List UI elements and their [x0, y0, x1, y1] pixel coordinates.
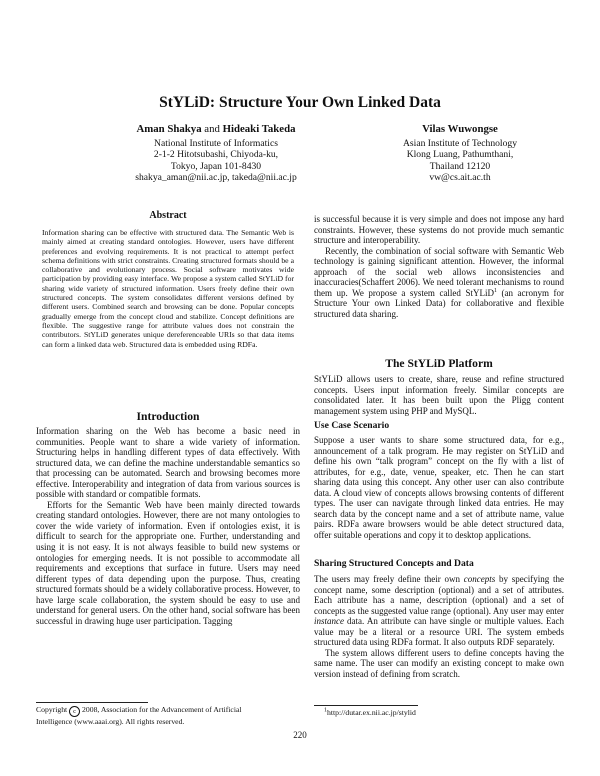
paragraph: StYLiD allows users to create, share, reuse and refine structured concepts. Users input information freely. Similar concepts are consolidated later. It has been built upon the Pligg content management system using PHP and MySQL.	[314, 374, 564, 416]
author-block-left	[66, 124, 366, 184]
sharing-body	[314, 574, 564, 679]
platform-heading: The StYLiD Platform	[385, 357, 493, 370]
paragraph: Recently, the combination of social software with Semantic Web technology is gaining significant attention. However, the informal approach of the social web allows inconsistencies and inaccuracies(Schaffert 2006). We need tolerant mechanisms to round them up. We propose a system called StYLiD$^1$ (an acronym for Structure Your own Linked Data) for collaborative and flexible structured data sharing.	[314, 245, 564, 319]
sharing-heading: Sharing Structured Concepts and Data	[314, 558, 474, 569]
author-email: vw@cs.ait.ac.th	[429, 172, 491, 184]
introduction-body	[36, 426, 300, 626]
address-line: Tokyo, Japan 101-8430	[170, 160, 262, 172]
author-name: Vilas Wuwongse	[422, 123, 498, 135]
page-number: 220	[293, 730, 307, 740]
footnote-url: http://dutar.ex.nii.ac.jp/stylid	[327, 708, 416, 717]
affiliation: National Institute of Informatics	[154, 137, 278, 149]
author-email: shakya_aman@nii.ac.jp, takeda@nii.ac.jp	[135, 172, 297, 184]
paragraph: The users may freely define their own concepts by specifying the concept name, some description (optional) and a set of attributes. Each attribute has a name, description (optional) and a set of concepts as the suggested value range (optional). Any user may enter instance data. An attribute can have single or multiple values. Each value may be a literal or a resource URI. The system embeds structured data using RDFa format. It also outputs RDF separately.	[314, 574, 564, 648]
footnote-rule	[36, 702, 148, 703]
author-block-right	[330, 124, 590, 184]
right-column-intro	[314, 214, 564, 319]
paragraph: Information sharing on the Web has become a basic need in communities. People want to share a wide variety of information. Structuring helps in handling different types of data effectively. With structured data, we can define the machine understandable semantics so that processing can be automated. Search and browsing becomes more effective. Interoperability and integration of data from various sources is possible with standard or compatible formats.	[36, 426, 300, 500]
platform-body	[314, 374, 564, 416]
author-name: Aman Shakya	[136, 123, 202, 135]
abstract-text: Information sharing can be effective with structured data. The Semantic Web is mainly aimed at creating standard ontologies. However, users have different preferences and evolving requirements. It is not practical to attempt perfect schema definitions with strict constraints. Creating structured formats should be a collaborative and evolutionary process. Social software motivates wide participation by providing easy interface. We propose a system called StYLiD for sharing wide variety of structured information. Users freely define their own structured concepts. The system consolidates different versions defined by different users. Combined search and browsing can be done. Popular concepts gradually emerge from the concept cloud and stabilize. Concept definitions are flexible. The suggestive range for attribute values does not constrain the contributors. StYLiD generates unique dereferenceable URIs so that data items can form a linked data web. Structured data is embedded using RDFa.	[42, 228, 294, 349]
paragraph: The system allows different users to define concepts having the same name. The user can modify an existing concept to make own version instead of defining from scratch.	[314, 647, 564, 679]
introduction-heading: Introduction	[136, 410, 200, 423]
paragraph: Suppose a user wants to share some structured data, for e.g., announcement of a talk program. He may register on StYLiD and define his own “talk program” concept on the fly with a list of attributes, for e.g., date, venue, speaker, etc. Then he can start sharing data using this concept. Any other user can also contribute data. A cloud view of concepts allows browsing contents of different types. The user can navigate through linked data entries. He may search data by the concept name and a set of attribute name, value pairs. RDFa aware browsers would be able detect structured data, offer suitable operations and copy it to desktop applications.	[314, 435, 564, 540]
footnote-rule	[314, 705, 418, 706]
paragraph: Efforts for the Semantic Web have been mainly directed towards creating standard ontologies. However, there are not many ontologies to cover the wide variety of information. Even if ontologies exist, it is difficult to search for the appropriate one. Further, understanding and using it is not easy. It is not always feasible to build new systems or ontologies for emerging needs. It is not possible to accommodate all requirements and exceptions that surface in future. Users may need different types of data depending upon the purpose. Thus, creating structured formats should be a widely collaborative process. However, to have large scale collaboration, the system should be easy to use and understand for general users. On the other hand, social software has been successful in drawing huge user participation. Tagging	[36, 499, 300, 626]
address-line: Thailand 12120	[429, 160, 491, 172]
footnote-marker: 1	[493, 287, 497, 294]
copyright-notice: Copyright c 2008, Association for the Advancement of Artificial Intelligence (www.aaai.org). All rights reserved.	[36, 705, 242, 726]
author-name: Hideaki Takeda	[222, 123, 296, 135]
address-line: Klong Luang, Pathumthani,	[406, 149, 514, 161]
affiliation: Asian Institute of Technology	[403, 137, 517, 149]
footnote	[324, 708, 564, 718]
author-conjunction: and	[204, 123, 220, 135]
author-names	[66, 124, 366, 136]
abstract-heading: Abstract	[149, 210, 187, 221]
paper-title: StYLiD: Structure Your Own Linked Data	[159, 94, 441, 111]
use-case-body	[314, 435, 564, 540]
paragraph: is successful because it is very simple and does not impose any hard constraints. However, these systems do not provide much semantic structure and interoperability.	[314, 214, 564, 246]
address-line: 2-1-2 Hitotsubashi, Chiyoda-ku,	[153, 149, 279, 161]
footnote-number: 1	[324, 707, 327, 714]
copyright-icon: c	[69, 706, 80, 717]
use-case-heading: Use Case Scenario	[314, 420, 390, 431]
